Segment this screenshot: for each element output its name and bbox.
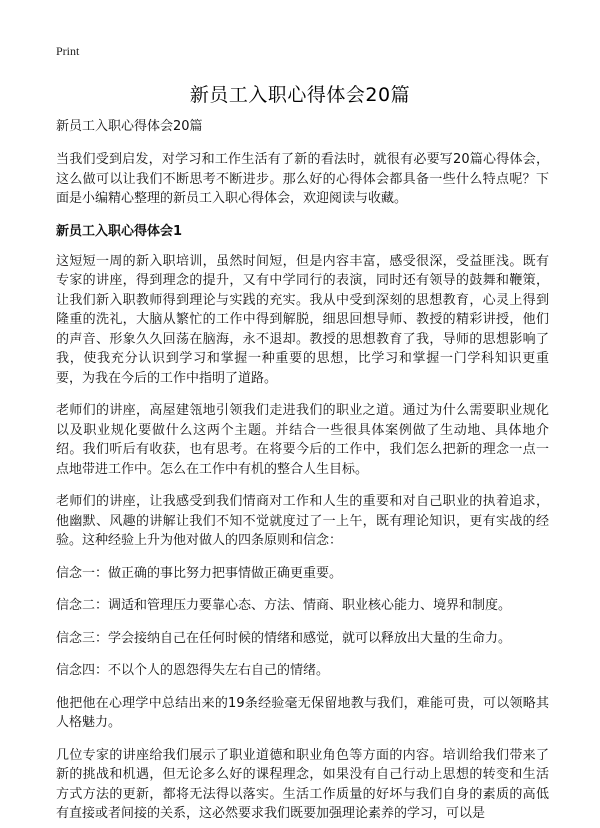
belief-line: 信念三：学会接纳自己在任何时候的情绪和感觉，就可以释放出大量的生命力。: [56, 630, 512, 646]
page-title: 新员工入职心得体会20篇: [189, 84, 411, 106]
body-paragraph: 这短短一周的新入职培训，虽然时间短，但是内容丰富，感受很深，受益匪浅。既有专家的讲座，得到理念的提升，又有中学同行的表演，同时还有领导的鼓舞和鞭策，让我们新入职教师得到理论与实践的充实。我从中受到深刻的思想教育，心灵上得到隆重的洗礼，大脑从繁忙的工作中得到解脱，细思回想导师、教授的精彩讲授，他们的声音、形象久久回荡在脑海，永不退却。教授的思想教育了我，导师的思想影响了我，使我充分认识到学习和掌握一种重要的思想，比学习和掌握一门学科知识更重要，为我在今后的工作中指明了道路。: [56, 253, 549, 386]
body-paragraph: 老师们的讲座，高屋建瓴地引领我们走进我们的职业之道。通过为什么需要职业规化以及职业规化要做什么这两个主题。并结合一些很具体案例做了生动地、具体地介绍。我们听后有收获，也有思考。在将要今后的工作中，我们怎么把新的理念一点一点地带进工作中。怎么在工作中有机的整合人生目标。: [56, 403, 549, 477]
body-paragraph: 几位专家的讲座给我们展示了职业道德和职业角色等方面的内容。培训给我们带来了新的挑战和机遇，但无论多么好的课程理念，如果没有自己行动上思想的转变和生活方式方法的更新，都将无法得以落实。生活工作质量的好坏与我们自身的素质的高低有直接或者间接的关系，这必然要求我们既要加强理论素养的学习，可以是: [56, 747, 549, 821]
body-paragraph: 他把他在心理学中总结出来的19条经验毫无保留地教与我们，难能可贵，可以领略其人格魅力。: [56, 695, 549, 730]
print-link[interactable]: Print: [56, 44, 80, 58]
body-paragraph: 老师们的讲座，让我感受到我们情商对工作和人生的重要和对自己职业的执着追求，他幽默、风趣的讲解让我们不知不觉就度过了一上午，既有理论知识，更有实战的经验。这种经验上升为他对做人的四条原则和信念：: [56, 494, 549, 548]
belief-line: 信念四：不以个人的恩怨得失左右自己的情绪。: [56, 663, 330, 678]
belief-line: 信念一：做正确的事比努力把事情做正确更重要。: [56, 565, 343, 581]
belief-line: 信念二：调适和管理压力要靠心态、方法、情商、职业核心能力、境界和制度。: [56, 598, 512, 613]
document-subtitle: 新员工入职心得体会20篇: [56, 119, 203, 134]
section-heading: 新员工入职心得体会1: [56, 223, 183, 239]
document-body: [56, 118, 549, 828]
intro-paragraph: 当我们受到启发，对学习和工作生活有了新的看法时，就很有必要写20篇心得体会，这么做可以让我们不断思考不断进步。那么好的心得体会都具备一些什么特点呢？下面是小编精心整理的新员工入职心得体会，欢迎阅读与收藏。: [56, 152, 549, 206]
